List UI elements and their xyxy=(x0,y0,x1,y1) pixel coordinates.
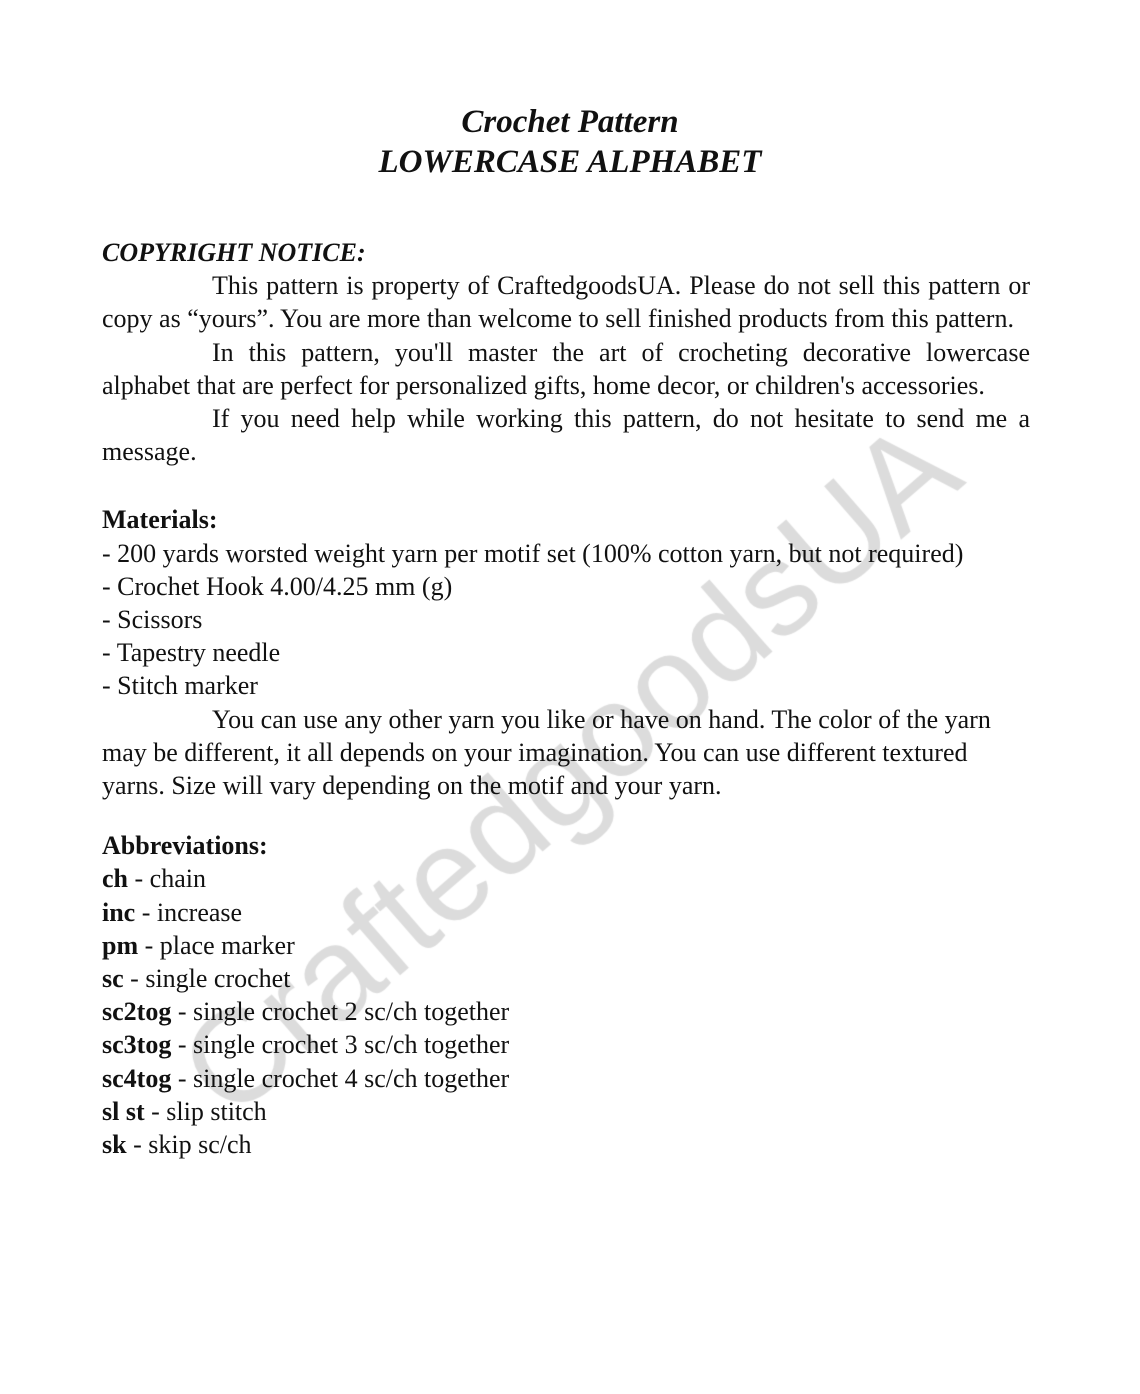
copyright-paragraph: In this pattern, you'll master the art of crocheting decorative lowercase alphabet that are perfect for personalized gifts, home decor, or children's accessories. xyxy=(102,337,1030,400)
materials-item: - Scissors xyxy=(102,605,203,635)
abbreviation-term: sk xyxy=(102,1130,127,1160)
materials-item: - 200 yards worsted weight yarn per motif set (100% cotton yarn, but not required) xyxy=(102,538,964,568)
materials-item: - Stitch marker xyxy=(102,671,258,701)
abbreviation-term: inc xyxy=(102,897,136,927)
abbreviation-term: sl st xyxy=(102,1096,145,1126)
abbreviation-term: sc4tog xyxy=(102,1063,172,1093)
materials-note: You can use any other yarn you like or have on hand. The color of the yarn may be different, it all depends on your imagination. You can use different textured yarns. Size will vary depending on the motif and your yarn. xyxy=(102,704,991,801)
abbreviation-item xyxy=(102,896,1030,929)
abbreviation-term: ch xyxy=(102,864,128,894)
abbreviation-description: - slip stitch xyxy=(144,1096,267,1126)
abbreviation-description: - single crochet 2 sc/ch together xyxy=(171,997,510,1027)
abbreviation-description: - skip sc/ch xyxy=(126,1130,252,1160)
abbreviation-item xyxy=(102,1128,1030,1161)
copyright-heading: COPYRIGHT NOTICE: xyxy=(102,238,366,267)
copyright-paragraph: This pattern is property of CraftedgoodsUA. Please do not sell this pattern or copy as “yours”. You are more than welcome to sell finished products from this pattern. xyxy=(102,271,1030,334)
materials-item: - Tapestry needle xyxy=(102,638,281,668)
document-body xyxy=(102,236,1030,1161)
materials-heading: Materials: xyxy=(102,505,218,535)
abbreviation-item xyxy=(102,929,1030,962)
abbreviation-item xyxy=(102,1028,1030,1061)
copyright-section xyxy=(102,236,1030,468)
abbreviation-term: sc2tog xyxy=(102,997,172,1027)
abbreviation-term: pm xyxy=(102,930,139,960)
abbreviation-description: - single crochet xyxy=(123,964,291,994)
materials-item: - Crochet Hook 4.00/4.25 mm (g) xyxy=(102,571,453,601)
abbreviation-description: - single crochet 3 sc/ch together xyxy=(171,1030,510,1060)
abbreviation-term: sc xyxy=(102,964,124,994)
copyright-paragraph: If you need help while working this pattern, do not hesitate to send me a message. xyxy=(102,404,1030,467)
abbreviation-item xyxy=(102,962,1030,995)
abbreviations-list xyxy=(102,862,1030,1161)
title-line-1: Crochet Pattern xyxy=(461,104,679,140)
materials-section xyxy=(102,503,1030,802)
abbreviation-description: - single crochet 4 sc/ch together xyxy=(171,1063,510,1093)
abbreviation-description: - increase xyxy=(135,897,243,927)
abbreviation-item xyxy=(102,862,1030,895)
abbreviation-item xyxy=(102,995,1030,1028)
abbreviation-term: sc3tog xyxy=(102,1030,172,1060)
abbreviation-description: - chain xyxy=(128,864,206,894)
title-line-2: LOWERCASE ALPHABET xyxy=(378,144,762,180)
abbreviation-item xyxy=(102,1062,1030,1095)
abbreviation-description: - place marker xyxy=(138,930,295,960)
abbreviations-section xyxy=(102,829,1030,1161)
abbreviation-item xyxy=(102,1095,1030,1128)
abbreviations-heading: Abbreviations: xyxy=(102,831,268,861)
